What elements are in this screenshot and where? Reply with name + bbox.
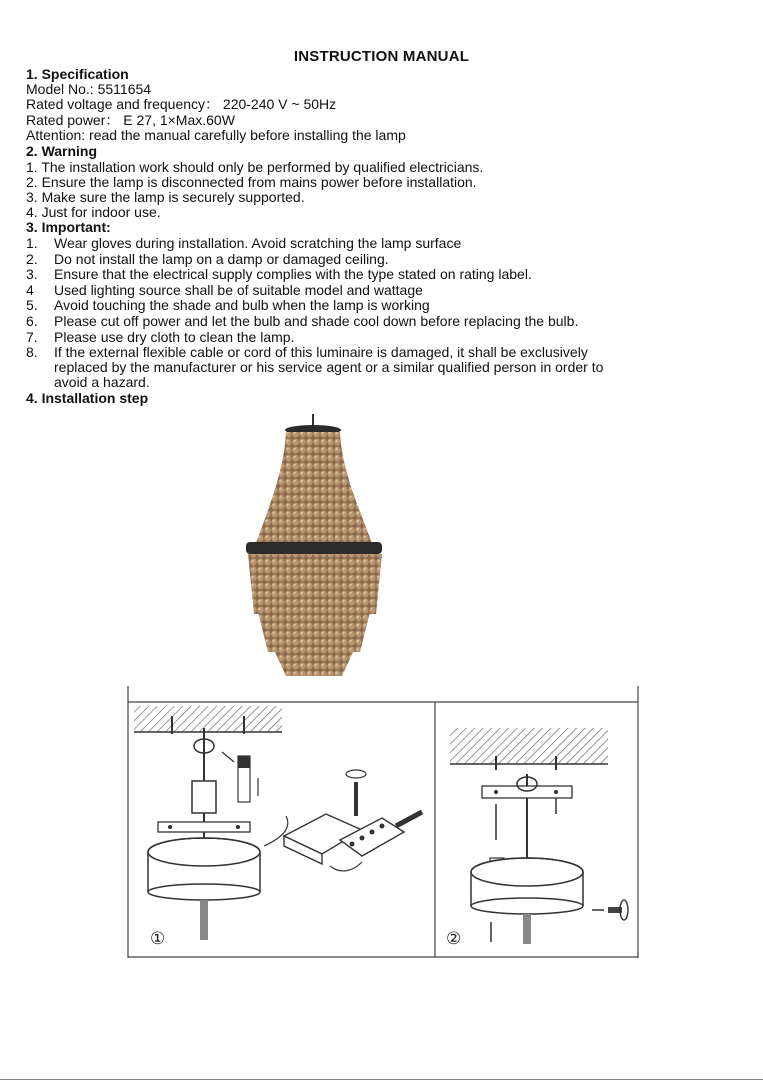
important-item-number: 8. xyxy=(26,344,38,360)
model-number: Model No.: 5511654 xyxy=(26,81,152,97)
warning-item: 4. Just for indoor use. xyxy=(26,204,161,220)
important-item-text-continued: avoid a hazard. xyxy=(54,374,150,390)
page-bottom-rule xyxy=(0,1079,763,1080)
important-heading: 3. Important: xyxy=(26,219,111,235)
important-item-text-continued: replaced by the manufacturer or his service agent or a similar qualified person in order to xyxy=(54,359,604,375)
important-item-number: 2. xyxy=(26,251,38,267)
important-item-text: Avoid touching the shade and bulb when the lamp is working xyxy=(54,297,430,313)
important-item-text: Wear gloves during installation. Avoid scratching the lamp surface xyxy=(54,235,462,251)
important-item-text: Please cut off power and let the bulb and shade cool down before replacing the bulb. xyxy=(54,313,579,329)
page-title: INSTRUCTION MANUAL xyxy=(293,48,470,65)
warning-item: 3. Make sure the lamp is securely supported. xyxy=(26,189,305,205)
important-item-number: 6. xyxy=(26,313,38,329)
chandelier-photo xyxy=(236,414,396,684)
important-item-text: Ensure that the electrical supply complies with the type stated on rating label. xyxy=(54,266,532,282)
important-item-text: Do not install the lamp on a damp or damaged ceiling. xyxy=(54,251,389,267)
important-item-number: 1. xyxy=(26,235,38,251)
step-1-label: ① xyxy=(150,929,166,949)
installation-step-1 xyxy=(134,706,422,949)
installation-diagram xyxy=(126,686,640,960)
warning-item: 2. Ensure the lamp is disconnected from mains power before installation. xyxy=(26,174,477,190)
important-item-number: 4 xyxy=(26,282,34,298)
important-item-text: Please use dry cloth to clean the lamp. xyxy=(54,329,295,345)
attention-note: Attention: read the manual carefully before installing the lamp xyxy=(26,127,406,143)
important-item-number: 7. xyxy=(26,329,38,345)
step-2-label: ② xyxy=(446,929,462,949)
specification-heading: 1. Specification xyxy=(26,66,129,82)
rated-voltage: Rated voltage and frequency： 220-240 V ~ 50Hz xyxy=(26,96,337,112)
important-item-text: Used lighting source shall be of suitable model and wattage xyxy=(54,282,423,298)
installation-step-2 xyxy=(446,728,628,949)
important-item-number: 3. xyxy=(26,266,38,282)
warning-item: 1. The installation work should only be performed by qualified electricians. xyxy=(26,159,484,175)
important-item-text: If the external flexible cable or cord of this luminaire is damaged, it shall be exclusively xyxy=(54,344,588,360)
important-item-number: 5. xyxy=(26,297,38,313)
warning-heading: 2. Warning xyxy=(26,143,98,159)
rated-power: Rated power： E 27, 1×Max.60W xyxy=(26,112,235,128)
installation-heading: 4. Installation step xyxy=(26,390,149,406)
